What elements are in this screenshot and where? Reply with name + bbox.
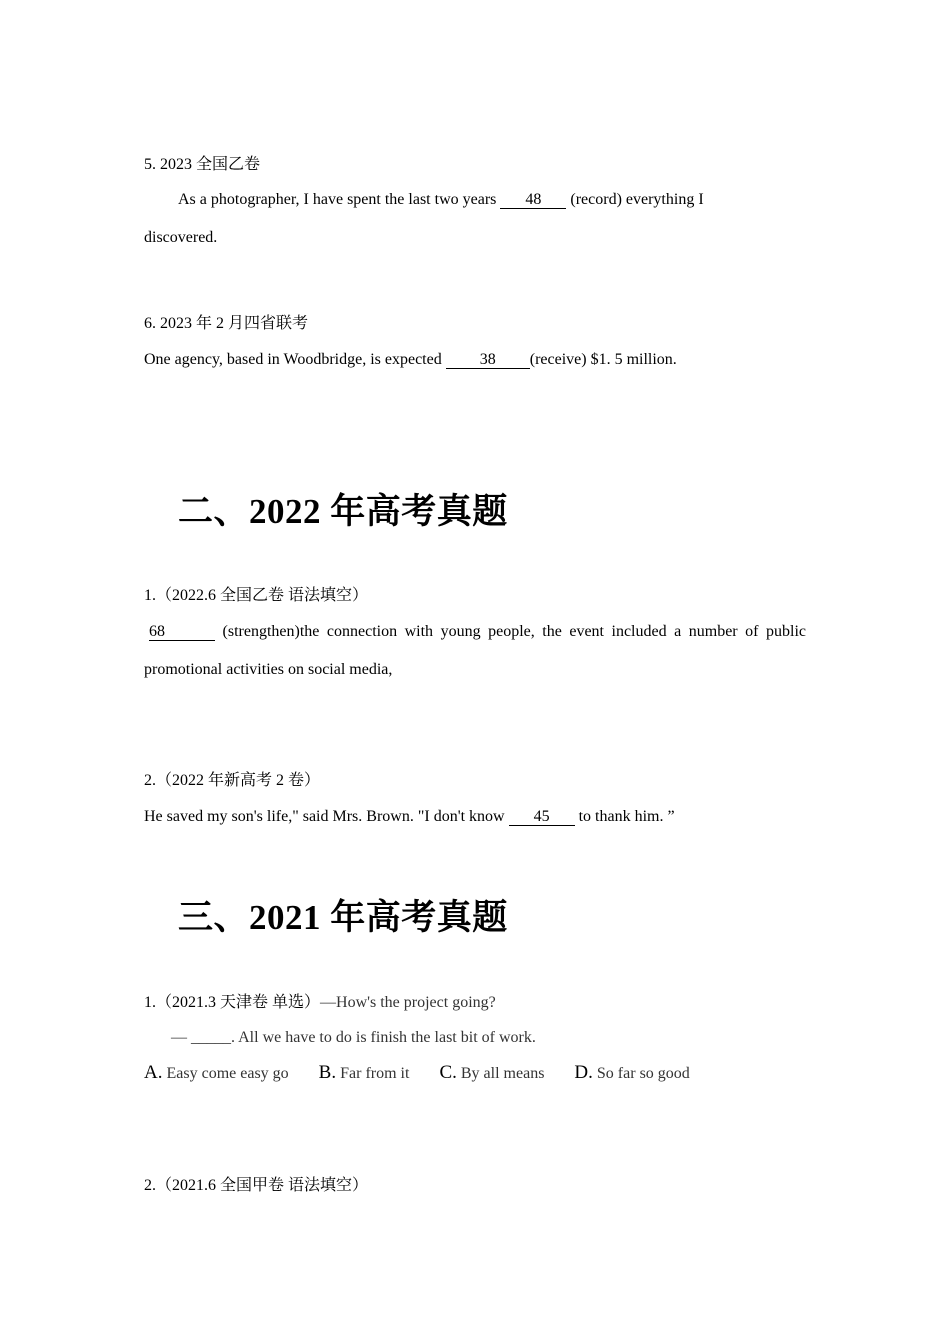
q5-text-after: (record) everything I xyxy=(566,191,704,208)
s3-q1-header: 1.（2021.3 天津卷 单选） xyxy=(144,994,321,1011)
q5-header: 5. 2023 全国乙卷 xyxy=(144,156,261,173)
s3-q1-options xyxy=(144,1063,716,1084)
s2-q2-header: 2.（2022 年新高考 2 卷） xyxy=(144,772,321,789)
s2-q1-text-after: (strengthen)the connection with young people, the event included a number of public xyxy=(215,623,806,640)
option-b-letter: B. xyxy=(318,1062,337,1083)
q6-header: 6. 2023 年 2 月四省联考 xyxy=(144,315,309,332)
q6-blank: 38 xyxy=(446,351,530,369)
q5-text-before: As a photographer, I have spent the last two years xyxy=(178,191,501,208)
s2-q1-blank: 68 xyxy=(149,623,215,641)
option-d-text: So far so good xyxy=(596,1065,690,1082)
s2-q2-text-before: He saved my son's life," said Mrs. Brown. "I don't know xyxy=(144,808,509,825)
q6-sentence xyxy=(144,350,677,370)
s3-q1-question: —How's the project going? xyxy=(320,994,496,1011)
option-a-letter: A. xyxy=(144,1062,163,1083)
s2-q1-sentence-line2: promotional activities on social media, xyxy=(144,661,393,678)
option-c-text: By all means xyxy=(460,1065,545,1082)
s2-q2-blank: 45 xyxy=(509,808,575,826)
option-c xyxy=(439,1062,545,1083)
s2-q2-sentence xyxy=(144,807,675,827)
s3-q1-header-line xyxy=(144,993,496,1013)
option-b xyxy=(318,1062,410,1083)
s2-q2-text-after: to thank him. ” xyxy=(574,808,675,825)
option-b-text: Far from it xyxy=(340,1065,410,1082)
q5-blank: 48 xyxy=(500,191,566,209)
s2-q1-sentence xyxy=(144,622,806,642)
option-d xyxy=(574,1062,690,1083)
s3-q1-answer-line: — _____. All we have to do is finish the last bit of work. xyxy=(171,1029,536,1046)
option-c-letter: C. xyxy=(439,1062,457,1083)
s2-q1-header: 1.（2022.6 全国乙卷 语法填空） xyxy=(144,587,369,604)
section2-title: 二、2022 年高考真题 xyxy=(178,492,508,531)
option-a xyxy=(144,1062,289,1083)
q6-text-before: One agency, based in Woodbridge, is expected xyxy=(144,351,446,368)
s3-q2-header: 2.（2021.6 全国甲卷 语法填空） xyxy=(144,1177,369,1194)
q5-sentence xyxy=(178,190,704,210)
option-a-text: Easy come easy go xyxy=(166,1065,289,1082)
option-d-letter: D. xyxy=(574,1062,593,1083)
q5-sentence-line2: discovered. xyxy=(144,229,218,246)
q6-text-after: (receive) $1. 5 million. xyxy=(529,351,677,368)
section3-title: 三、2021 年高考真题 xyxy=(178,898,508,937)
